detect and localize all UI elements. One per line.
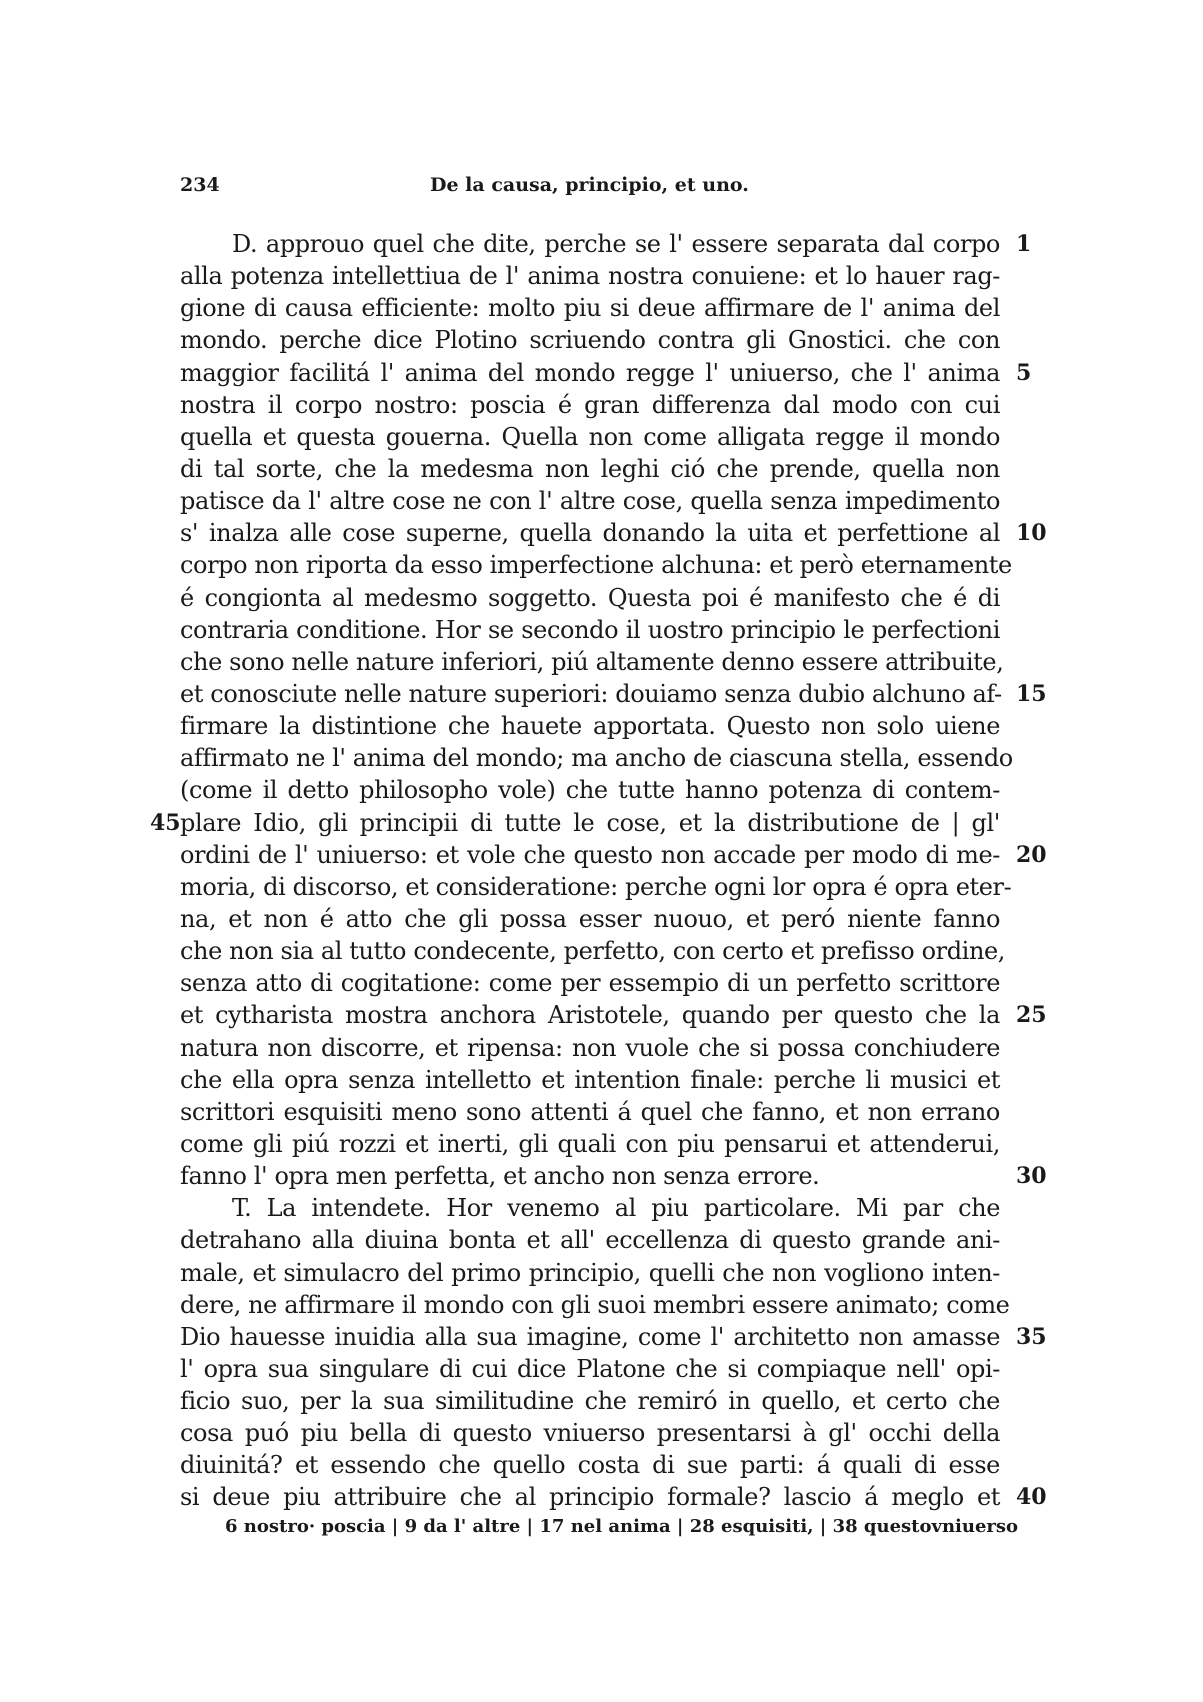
line-text: alla potenza intellettiua de l' anima nostra conuiene: et lo hauer rag- [180,262,1000,291]
line-text: na, et non é atto che gli possa esser nuouo, et peró niente fanno [180,904,1000,933]
line-text: cosa puó piu bella di questo vniuerso presentarsi à gl' occhi della [180,1419,1000,1448]
text-line [180,582,1000,614]
text-line [180,614,1000,646]
line-text: (come il detto philosopho vole) che tutte hanno potenza di contem- [180,776,1000,805]
line-text: l' opra sua singulare di cui dice Platone che si compiaque nell' opi- [180,1354,1000,1383]
line-text: che ella opra senza intelletto et intention finale: perche li musici et [180,1065,1000,1094]
text-line [180,517,1047,549]
line-text: quella et questa gouerna. Quella non come alligata regge il mondo [180,422,1000,451]
line-text: fanno l' opra men perfetta, et ancho non senza errore. [180,1162,820,1191]
page-number: 234 [180,174,220,196]
line-text: dere, ne affirmare il mondo con gli suoi membri essere animato; come [180,1290,1010,1319]
line-text: scrittori esquisiti meno sono attenti á quel che fanno, et non errano [180,1097,1000,1126]
text-line [180,774,1000,806]
line-number: 20 [1016,841,1047,868]
line-text: corpo non riporta da esso imperfectione alchuna: et però eternamente [180,551,1012,580]
text-line [180,1321,1047,1353]
running-head [180,174,1000,204]
line-number: 30 [1016,1163,1047,1190]
text-line [180,357,1032,389]
line-number: 15 [1016,680,1047,707]
text-line [150,807,1000,839]
line-number: 40 [1016,1484,1047,1511]
text-line [180,1032,1000,1064]
running-title: De la causa, principio, et uno. [430,174,749,196]
line-number: 25 [1016,1002,1047,1029]
line-number: 10 [1016,520,1047,547]
line-text: male, et simulacro del primo principio, quelli che non vogliono inten- [180,1258,1000,1287]
line-text: T. La intendete. Hor venemo al piu particolare. Mi par che [232,1194,1000,1223]
text-line [180,1224,1000,1256]
text-line [180,1064,1000,1096]
text-line [180,1160,1047,1192]
line-text: come gli piú rozzi et inerti, gli quali con piu pensarui et attenderui, [180,1129,1000,1158]
line-text: s' inalza alle cose superne, quella donando la uita et perfettione al [180,519,1000,548]
text-line [180,903,1000,935]
line-text: patisce da l' altre cose ne con l' altre cose, quella senza impedimento [180,487,1000,516]
line-text: firmare la distintione che hauete apportata. Questo non solo uiene [180,712,1000,741]
text-line [180,1257,1000,1289]
line-text: nostra il corpo nostro: poscia é gran differenza dal modo con cui [180,390,1000,419]
text-line [180,1481,1047,1513]
line-text: et conosciute nelle nature superiori: douiamo senza dubio alchuno af- [180,679,1002,708]
text-line [180,389,1000,421]
text-line [180,485,1000,517]
text-line [180,678,1047,710]
line-text: detrahano alla diuina bonta et all' eccellenza di questo grande ani- [180,1226,1000,1255]
line-text: ordini de l' uniuerso: et vole che questo non accade per modo di me- [180,840,1000,869]
text-line [180,742,1013,774]
critical-apparatus: 6 nostro· poscia | 9 da l' altre | 17 nel anima | 28 esquisiti, | 38 questovniuerso [225,1516,1019,1537]
text-line [180,871,1012,903]
line-text: diuinitá? et essendo che quello costa di sue parti: á quali di esse [180,1451,1000,1480]
line-text: maggior facilitá l' anima del mondo regge l' uniuerso, che l' anima [180,358,1000,387]
text-line [180,999,1047,1031]
line-text: contraria conditione. Hor se secondo il uostro principio le perfectioni [180,615,1000,644]
text-line [180,1417,1000,1449]
line-number: 1 [1016,231,1032,257]
text-line [180,839,1047,871]
line-text: che non sia al tutto condecente, perfetto, con certo et prefisso ordine, [180,937,1006,966]
text-line [180,453,1000,485]
line-text: che sono nelle nature inferiori, piú altamente denno essere attribuite, [180,647,1004,676]
text-line [180,1096,1000,1128]
line-text: mondo. perche dice Plotino scriuendo contra gli Gnostici. che con [180,326,1000,355]
line-text: natura non discorre, et ripensa: non vuole che si possa conchiudere [180,1033,1000,1062]
text-line [180,549,1012,581]
text-line [180,1353,1000,1385]
text-line [180,1289,1010,1321]
text-line [180,1449,1000,1481]
text-line [180,1385,1000,1417]
text-line [180,646,1004,678]
line-text: di tal sorte, che la medesma non leghi ció che prende, quella non [180,454,1000,483]
line-number: 5 [1016,359,1032,386]
line-text: gione di causa efficiente: molto piu si deue affirmare de l' anima del [180,294,1000,323]
text-line [180,292,1000,324]
body-text [150,228,1047,1514]
line-number: 35 [1016,1323,1047,1350]
text-line [180,967,1000,999]
line-text: D. approuo quel che dite, perche se l' essere separata dal corpo [232,230,1000,258]
line-text: moria, di discorso, et consideratione: perche ogni lor opra é opra eter- [180,872,1012,901]
line-text: ficio suo, per la sua similitudine che remiró in quello, et certo che [180,1387,1000,1416]
text-line [180,421,1000,453]
line-text: plare Idio, gli principii di tutte le cose, et la distributione de | gl' [180,808,1000,837]
line-text: affirmato ne l' anima del mondo; ma ancho de ciascuna stella, essendo [180,744,1013,773]
line-text: senza atto di cogitatione: come per essempio di un perfetto scrittore [180,969,1000,998]
margin-page-reference: 45 [150,809,181,836]
text-line [180,1192,1000,1224]
text-line [180,710,1000,742]
text-line [180,1128,1000,1160]
line-text: et cytharista mostra anchora Aristotele, quando per questo che la [180,1001,1000,1030]
text-line [180,935,1006,967]
text-line [180,228,1032,260]
line-text: é congionta al medesmo soggetto. Questa poi é manifesto che é di [180,583,1000,612]
line-text: si deue piu attribuire che al principio formale? lascio á meglo et [180,1483,1000,1512]
line-text: Dio hauesse inuidia alla sua imagine, come l' architetto non amasse [180,1322,1000,1351]
text-line [180,324,1000,356]
text-line [180,260,1000,292]
